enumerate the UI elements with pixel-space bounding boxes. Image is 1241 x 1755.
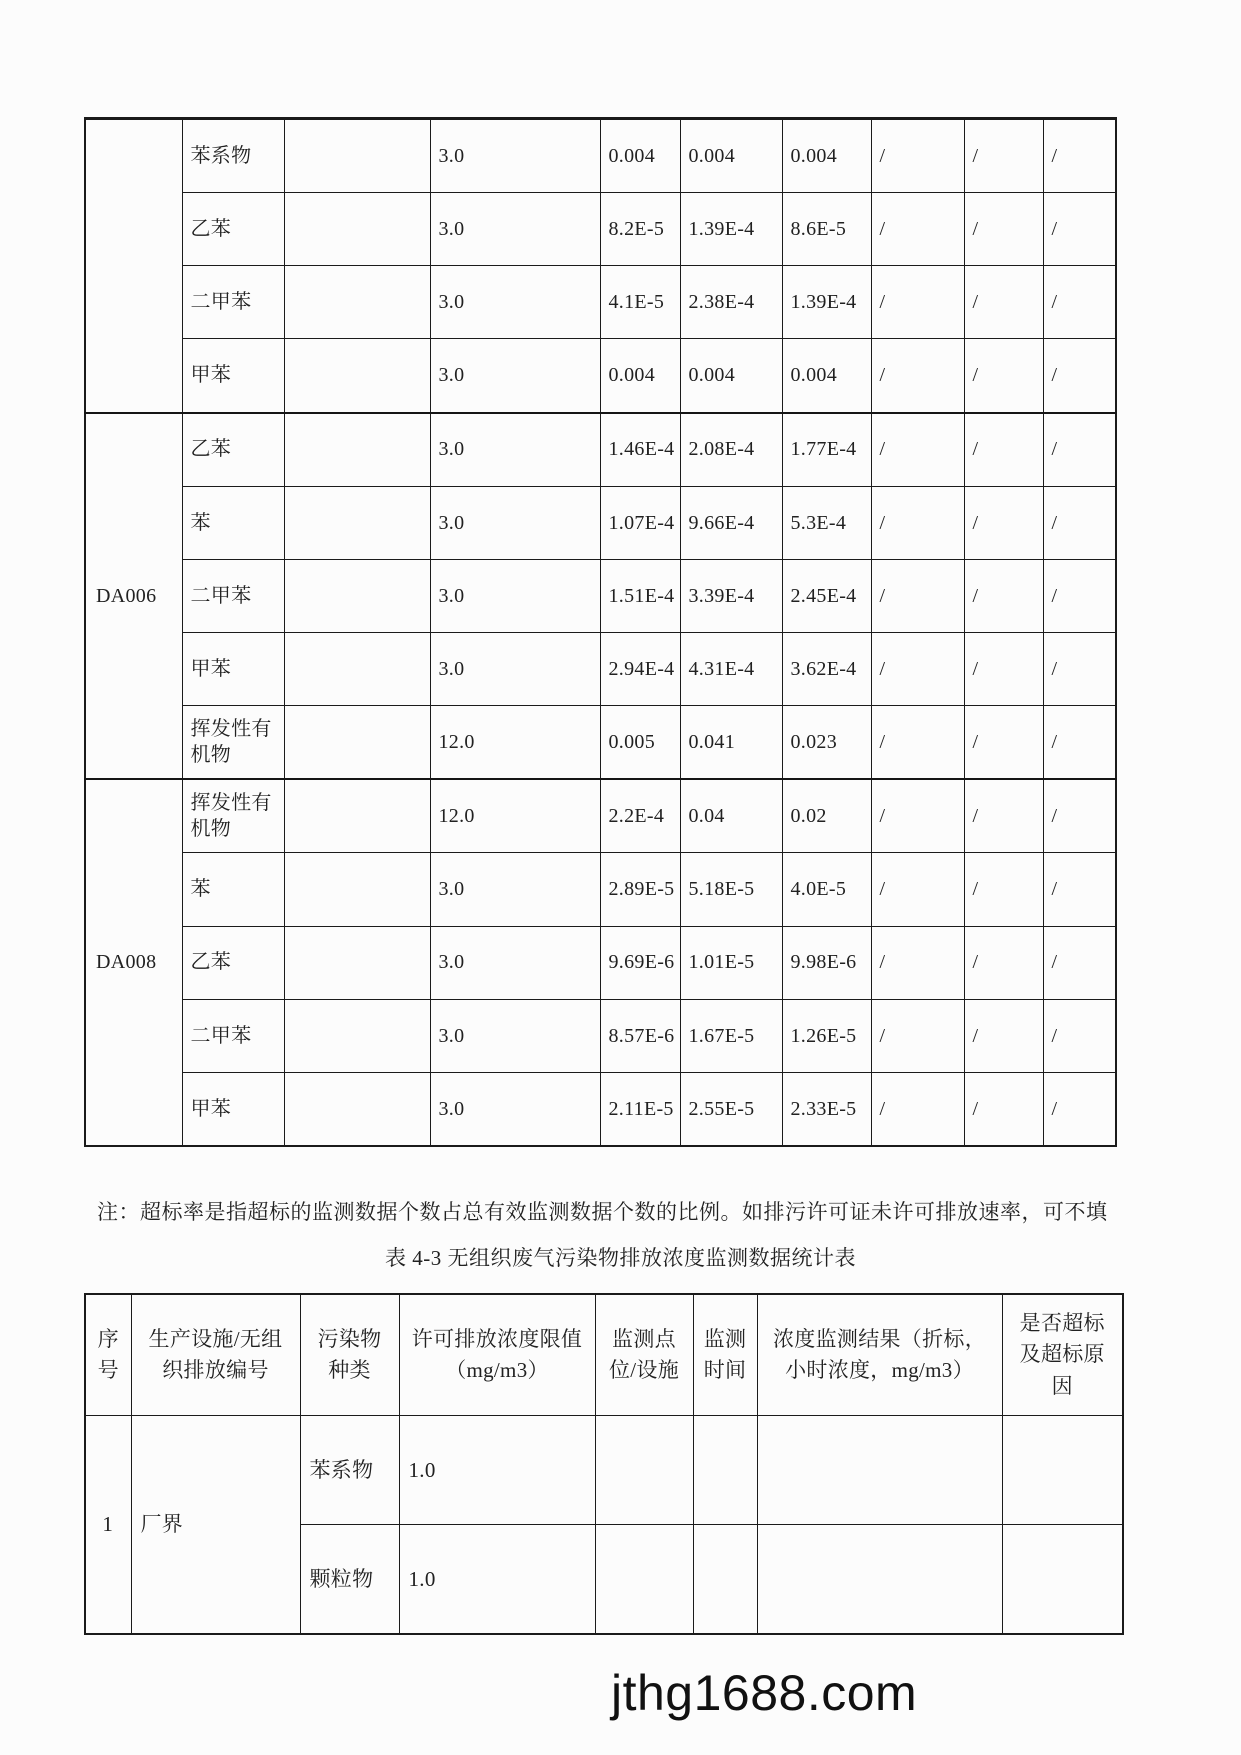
slash-cell: / xyxy=(1043,486,1116,559)
slash-cell: / xyxy=(1043,119,1116,193)
pollutant-cell: 颗粒物 xyxy=(300,1525,399,1635)
blank-cell xyxy=(284,999,430,1072)
column-header: 生产设施/无组织排放编号 xyxy=(131,1294,300,1416)
organized-emission-monitoring-table xyxy=(84,117,1117,1147)
measured-value-cell: 1.67E-5 xyxy=(680,999,782,1072)
measured-value-cell: 1.07E-4 xyxy=(600,486,680,559)
slash-cell: / xyxy=(964,413,1043,487)
measured-value-cell: 0.041 xyxy=(680,706,782,780)
measured-value-cell: 2.89E-5 xyxy=(600,853,680,926)
measured-value-cell: 3.39E-4 xyxy=(680,559,782,632)
measured-value-cell: 5.3E-4 xyxy=(782,486,871,559)
monitor-time-cell xyxy=(693,1416,757,1525)
limit-value-cell: 1.0 xyxy=(399,1416,595,1525)
column-header: 监测时间 xyxy=(693,1294,757,1416)
table-row xyxy=(85,486,1116,559)
measured-value-cell: 1.01E-5 xyxy=(680,926,782,999)
slash-cell: / xyxy=(871,999,964,1072)
slash-cell: / xyxy=(964,632,1043,705)
measured-value-cell: 2.08E-4 xyxy=(680,413,782,487)
measured-value-cell: 0.023 xyxy=(782,706,871,780)
measured-value-cell: 0.005 xyxy=(600,706,680,780)
measured-value-cell: 1.26E-5 xyxy=(782,999,871,1072)
outlet-id-cell: DA008 xyxy=(85,779,182,1146)
slash-cell: / xyxy=(964,486,1043,559)
measured-value-cell: 8.6E-5 xyxy=(782,193,871,266)
table-row xyxy=(85,559,1116,632)
table-row xyxy=(85,632,1116,705)
measured-value-cell: 2.33E-5 xyxy=(782,1072,871,1146)
limit-value-cell: 3.0 xyxy=(430,486,600,559)
limit-value-cell: 3.0 xyxy=(430,119,600,193)
slash-cell: / xyxy=(1043,339,1116,413)
slash-cell: / xyxy=(964,339,1043,413)
table-footnote: 注：超标率是指超标的监测数据个数占总有效监测数据个数的比例。如排污许可证未许可排放速率，可不填 xyxy=(97,1200,1108,1224)
measured-value-cell: 0.004 xyxy=(782,119,871,193)
table-row xyxy=(85,339,1116,413)
blank-cell xyxy=(284,926,430,999)
pollutant-cell: 甲苯 xyxy=(182,339,284,413)
exceedance-cell xyxy=(1002,1416,1123,1525)
facility-cell: 厂界 xyxy=(131,1416,300,1635)
slash-cell: / xyxy=(1043,779,1116,853)
table-row xyxy=(85,193,1116,266)
table-row xyxy=(85,926,1116,999)
column-header: 监测点位/设施 xyxy=(595,1294,693,1416)
limit-value-cell: 3.0 xyxy=(430,413,600,487)
table-header-row xyxy=(85,1294,1123,1416)
measured-value-cell: 1.39E-4 xyxy=(782,266,871,339)
pollutant-cell: 二甲苯 xyxy=(182,999,284,1072)
blank-cell xyxy=(284,119,430,193)
exceedance-cell xyxy=(1002,1525,1123,1635)
slash-cell: / xyxy=(871,632,964,705)
slash-cell: / xyxy=(871,266,964,339)
monitor-point-cell xyxy=(595,1416,693,1525)
result-cell xyxy=(757,1525,1002,1635)
slash-cell: / xyxy=(1043,706,1116,780)
result-cell xyxy=(757,1416,1002,1525)
measured-value-cell: 1.39E-4 xyxy=(680,193,782,266)
limit-value-cell: 3.0 xyxy=(430,853,600,926)
slash-cell: / xyxy=(964,926,1043,999)
measured-value-cell: 2.11E-5 xyxy=(600,1072,680,1146)
sequence-number-cell: 1 xyxy=(85,1416,131,1635)
measured-value-cell: 0.004 xyxy=(600,339,680,413)
slash-cell: / xyxy=(871,559,964,632)
slash-cell: / xyxy=(964,1072,1043,1146)
slash-cell: / xyxy=(964,706,1043,780)
limit-value-cell: 3.0 xyxy=(430,926,600,999)
blank-cell xyxy=(284,413,430,487)
slash-cell: / xyxy=(964,853,1043,926)
slash-cell: / xyxy=(871,779,964,853)
measured-value-cell: 8.57E-6 xyxy=(600,999,680,1072)
slash-cell: / xyxy=(964,999,1043,1072)
blank-cell xyxy=(284,632,430,705)
watermark-url: jthg1688.com xyxy=(611,1665,918,1721)
measured-value-cell: 2.2E-4 xyxy=(600,779,680,853)
table-row xyxy=(85,853,1116,926)
table-row xyxy=(85,119,1116,193)
blank-cell xyxy=(284,706,430,780)
measured-value-cell: 0.004 xyxy=(600,119,680,193)
slash-cell: / xyxy=(871,926,964,999)
slash-cell: / xyxy=(1043,999,1116,1072)
outlet-id-cell: DA006 xyxy=(85,413,182,780)
slash-cell: / xyxy=(1043,193,1116,266)
measured-value-cell: 2.38E-4 xyxy=(680,266,782,339)
pollutant-cell: 甲苯 xyxy=(182,632,284,705)
slash-cell: / xyxy=(1043,413,1116,487)
limit-value-cell: 3.0 xyxy=(430,559,600,632)
monitor-point-cell xyxy=(595,1525,693,1635)
limit-value-cell: 1.0 xyxy=(399,1525,595,1635)
pollutant-cell: 二甲苯 xyxy=(182,559,284,632)
limit-value-cell: 3.0 xyxy=(430,193,600,266)
measured-value-cell: 4.31E-4 xyxy=(680,632,782,705)
pollutant-cell: 二甲苯 xyxy=(182,266,284,339)
measured-value-cell: 9.69E-6 xyxy=(600,926,680,999)
slash-cell: / xyxy=(1043,853,1116,926)
slash-cell: / xyxy=(1043,559,1116,632)
table-row xyxy=(85,706,1116,780)
measured-value-cell: 8.2E-5 xyxy=(600,193,680,266)
slash-cell: / xyxy=(871,339,964,413)
limit-value-cell: 3.0 xyxy=(430,1072,600,1146)
slash-cell: / xyxy=(964,266,1043,339)
measured-value-cell: 0.02 xyxy=(782,779,871,853)
table-row xyxy=(85,413,1116,487)
column-header: 污染物种类 xyxy=(300,1294,399,1416)
slash-cell: / xyxy=(964,779,1043,853)
slash-cell: / xyxy=(871,706,964,780)
blank-cell xyxy=(284,339,430,413)
table-row xyxy=(85,266,1116,339)
slash-cell: / xyxy=(1043,266,1116,339)
slash-cell: / xyxy=(871,1072,964,1146)
pollutant-cell: 乙苯 xyxy=(182,413,284,487)
pollutant-cell: 乙苯 xyxy=(182,193,284,266)
measured-value-cell: 0.004 xyxy=(680,339,782,413)
slash-cell: / xyxy=(1043,1072,1116,1146)
slash-cell: / xyxy=(964,193,1043,266)
measured-value-cell: 0.004 xyxy=(782,339,871,413)
slash-cell: / xyxy=(1043,926,1116,999)
slash-cell: / xyxy=(871,193,964,266)
measured-value-cell: 4.1E-5 xyxy=(600,266,680,339)
limit-value-cell: 12.0 xyxy=(430,779,600,853)
blank-cell xyxy=(284,779,430,853)
table-row xyxy=(85,1416,1123,1525)
slash-cell: / xyxy=(964,559,1043,632)
table2-title: 表 4-3 无组织废气污染物排放浓度监测数据统计表 xyxy=(385,1246,856,1270)
limit-value-cell: 3.0 xyxy=(430,339,600,413)
measured-value-cell: 2.45E-4 xyxy=(782,559,871,632)
limit-value-cell: 3.0 xyxy=(430,999,600,1072)
measured-value-cell: 0.04 xyxy=(680,779,782,853)
slash-cell: / xyxy=(871,853,964,926)
slash-cell: / xyxy=(871,413,964,487)
blank-cell xyxy=(284,559,430,632)
blank-cell xyxy=(284,1072,430,1146)
monitor-time-cell xyxy=(693,1525,757,1635)
measured-value-cell: 9.66E-4 xyxy=(680,486,782,559)
table-row xyxy=(85,1072,1116,1146)
column-header: 浓度监测结果（折标，小时浓度，mg/m3） xyxy=(757,1294,1002,1416)
limit-value-cell: 12.0 xyxy=(430,706,600,780)
blank-cell xyxy=(284,266,430,339)
limit-value-cell: 3.0 xyxy=(430,632,600,705)
measured-value-cell: 1.77E-4 xyxy=(782,413,871,487)
column-header: 是否超标及超标原因 xyxy=(1002,1294,1123,1416)
slash-cell: / xyxy=(1043,632,1116,705)
slash-cell: / xyxy=(871,486,964,559)
measured-value-cell: 9.98E-6 xyxy=(782,926,871,999)
measured-value-cell: 1.46E-4 xyxy=(600,413,680,487)
column-header: 序号 xyxy=(85,1294,131,1416)
measured-value-cell: 1.51E-4 xyxy=(600,559,680,632)
blank-cell xyxy=(284,853,430,926)
slash-cell: / xyxy=(964,119,1043,193)
slash-cell: / xyxy=(871,119,964,193)
pollutant-cell: 苯 xyxy=(182,486,284,559)
pollutant-cell: 苯系物 xyxy=(300,1416,399,1525)
measured-value-cell: 2.55E-5 xyxy=(680,1072,782,1146)
pollutant-cell: 乙苯 xyxy=(182,926,284,999)
pollutant-cell: 苯系物 xyxy=(182,119,284,193)
outlet-id-cell xyxy=(85,119,182,413)
limit-value-cell: 3.0 xyxy=(430,266,600,339)
measured-value-cell: 0.004 xyxy=(680,119,782,193)
table-row xyxy=(85,999,1116,1072)
column-header: 许可排放浓度限值（mg/m3） xyxy=(399,1294,595,1416)
pollutant-cell: 挥发性有机物 xyxy=(182,779,284,853)
measured-value-cell: 3.62E-4 xyxy=(782,632,871,705)
measured-value-cell: 2.94E-4 xyxy=(600,632,680,705)
table-row xyxy=(85,779,1116,853)
fugitive-emission-monitoring-table xyxy=(84,1293,1124,1635)
blank-cell xyxy=(284,486,430,559)
measured-value-cell: 5.18E-5 xyxy=(680,853,782,926)
blank-cell xyxy=(284,193,430,266)
pollutant-cell: 甲苯 xyxy=(182,1072,284,1146)
measured-value-cell: 4.0E-5 xyxy=(782,853,871,926)
pollutant-cell: 苯 xyxy=(182,853,284,926)
pollutant-cell: 挥发性有机物 xyxy=(182,706,284,780)
